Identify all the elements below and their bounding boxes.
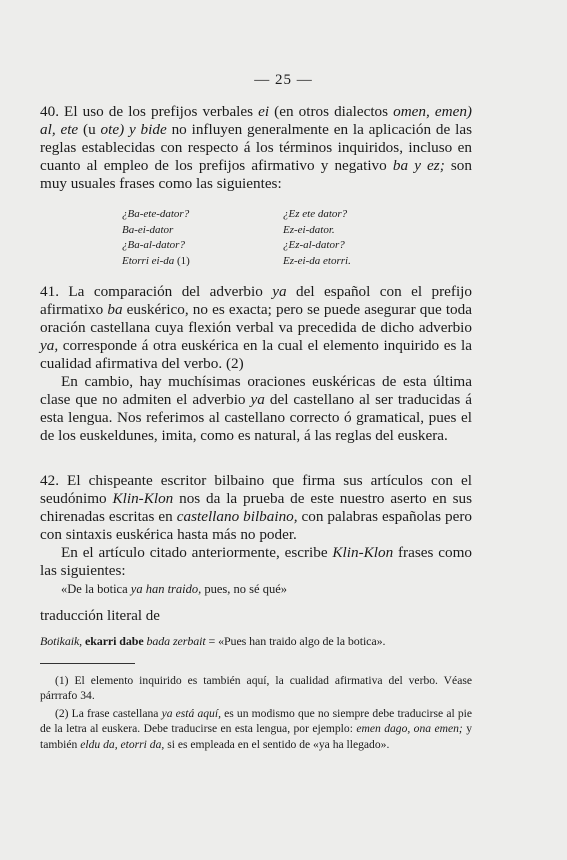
text: (en otros dialectos [269, 103, 394, 120]
italic-text: Botikaik, [40, 634, 83, 648]
example-line: ¿Ez ete dator? [283, 208, 348, 220]
example-line: ¿Ba-al-dator? [122, 239, 185, 252]
text: pues, no sé qué» [201, 582, 287, 596]
bold-text: ekarri dabe [82, 634, 144, 648]
paragraph-42b [40, 544, 472, 580]
paragraph-number: 40. [40, 103, 59, 120]
text: y también [40, 722, 472, 751]
italic-text: ya está aquí, [161, 707, 221, 720]
text: En el artículo citado anteriormente, escribe [61, 544, 333, 561]
footnote-divider [40, 663, 135, 664]
example-line: ¿Ba-ete-dator? [122, 208, 190, 220]
example-line: ¿Ez-al-dator? [283, 239, 345, 252]
text: nos da la prueba de este nuestro aserto en sus chirenadas escritas en [40, 489, 473, 525]
paragraph-40 [40, 103, 472, 193]
italic-text: bada zerbait [143, 634, 206, 648]
text: (2) La frase castellana [55, 707, 162, 720]
example-line [122, 254, 190, 270]
example-line: Ez-ei-da etorri. [283, 254, 351, 267]
text: son muy usuales frases como las siguientes: [40, 156, 472, 192]
text: La comparación del adverbio [58, 283, 273, 300]
example-line: Ba-ei-dator [122, 223, 174, 236]
paragraph-41 [40, 283, 472, 373]
text: (u [78, 120, 101, 138]
italic-text: ote) y bide [100, 120, 167, 138]
text: «De la botica [61, 582, 131, 596]
italic-text: ba [107, 300, 123, 318]
italic-text: ba y ez; [392, 156, 445, 174]
quotation-castellano-bilbaino [61, 582, 287, 597]
paragraph-number: 41. [40, 283, 59, 300]
text: es un modismo que no siempre debe traducirse al pie de la letra al euskera. Debe traducirse en esta lengua, por ejemplo: [40, 707, 472, 736]
paragraph-42 [40, 472, 472, 544]
italic-text: ya, [40, 336, 59, 354]
italic-text: Klin-Klon [332, 544, 394, 561]
text: con palabras españolas pero con sintaxis euskérica hasta más no poder. [40, 507, 473, 543]
footnote-ref: (1) [174, 254, 190, 267]
italic-text: ya [272, 283, 287, 300]
text: = «Pues han traido algo de la botica». [205, 634, 386, 648]
examples-negative [283, 207, 351, 269]
footnote-2 [40, 706, 472, 752]
text: euskérico, no es exacta; pero se puede asegurar que toda oración castellana cuya flexión verbal va precedida de dicho adverbio [40, 300, 472, 336]
italic-text: emen dago, ona emen; [356, 722, 463, 736]
text: corresponde á otra euskérica en la cual el elemento inquirido es la cualidad afirmativa del verbo. (2) [40, 336, 472, 372]
text: frases como las siguientes: [40, 544, 472, 579]
paragraph-41b [40, 373, 472, 445]
example-text: Etorri ei-da [122, 254, 175, 267]
examples-affirmative [122, 207, 190, 269]
text: El chispeante escritor bilbaino que firma sus artículos con el seudónimo [40, 472, 472, 507]
text: En cambio, hay muchísimas oraciones euskéricas de esta última clase que no admiten el adverbio [40, 373, 472, 408]
page-number: — 25 — [254, 72, 313, 88]
example-line: Ez-ei-dator. [283, 223, 335, 236]
footnote-1: (1) El elemento inquirido es también aquí, la cualidad afirmativa del verbo. Véase párrrafo 34. [40, 674, 472, 703]
literal-translation-label: traducción literal de [40, 608, 160, 624]
italic-text: Klin-Klon [112, 489, 174, 507]
italic-text: castellano bilbaino, [176, 507, 298, 525]
italic-text: eldu da, etorri da, [80, 737, 165, 751]
text: del español con el prefijo afirmatixo [40, 283, 472, 318]
text: El uso de los prefijos verbales [58, 103, 259, 120]
italic-text: ya [250, 390, 265, 408]
italic-text: ya han traido, [130, 582, 202, 596]
text: del castellano al ser traducidas á esta lengua. Nos referimos al castellano correcto ó gramatical, pues el de los euskeldunes, imita, como es natural, á las reglas del euskera. [40, 390, 472, 444]
italic-text: omen, emen) al, ete [40, 103, 472, 138]
italic-text: ei [258, 103, 270, 120]
quotation-euskera [40, 634, 385, 649]
paragraph-number: 42. [40, 472, 59, 489]
text: no influyen generalmente en la aplicación de las reglas establecidas con respecto á los términos inquiridos, incluso en cuanto al empleo de los prefijos afirmativo y negativo [40, 120, 472, 174]
text: si es empleada en el sentido de «ya ha llegado». [164, 737, 390, 751]
